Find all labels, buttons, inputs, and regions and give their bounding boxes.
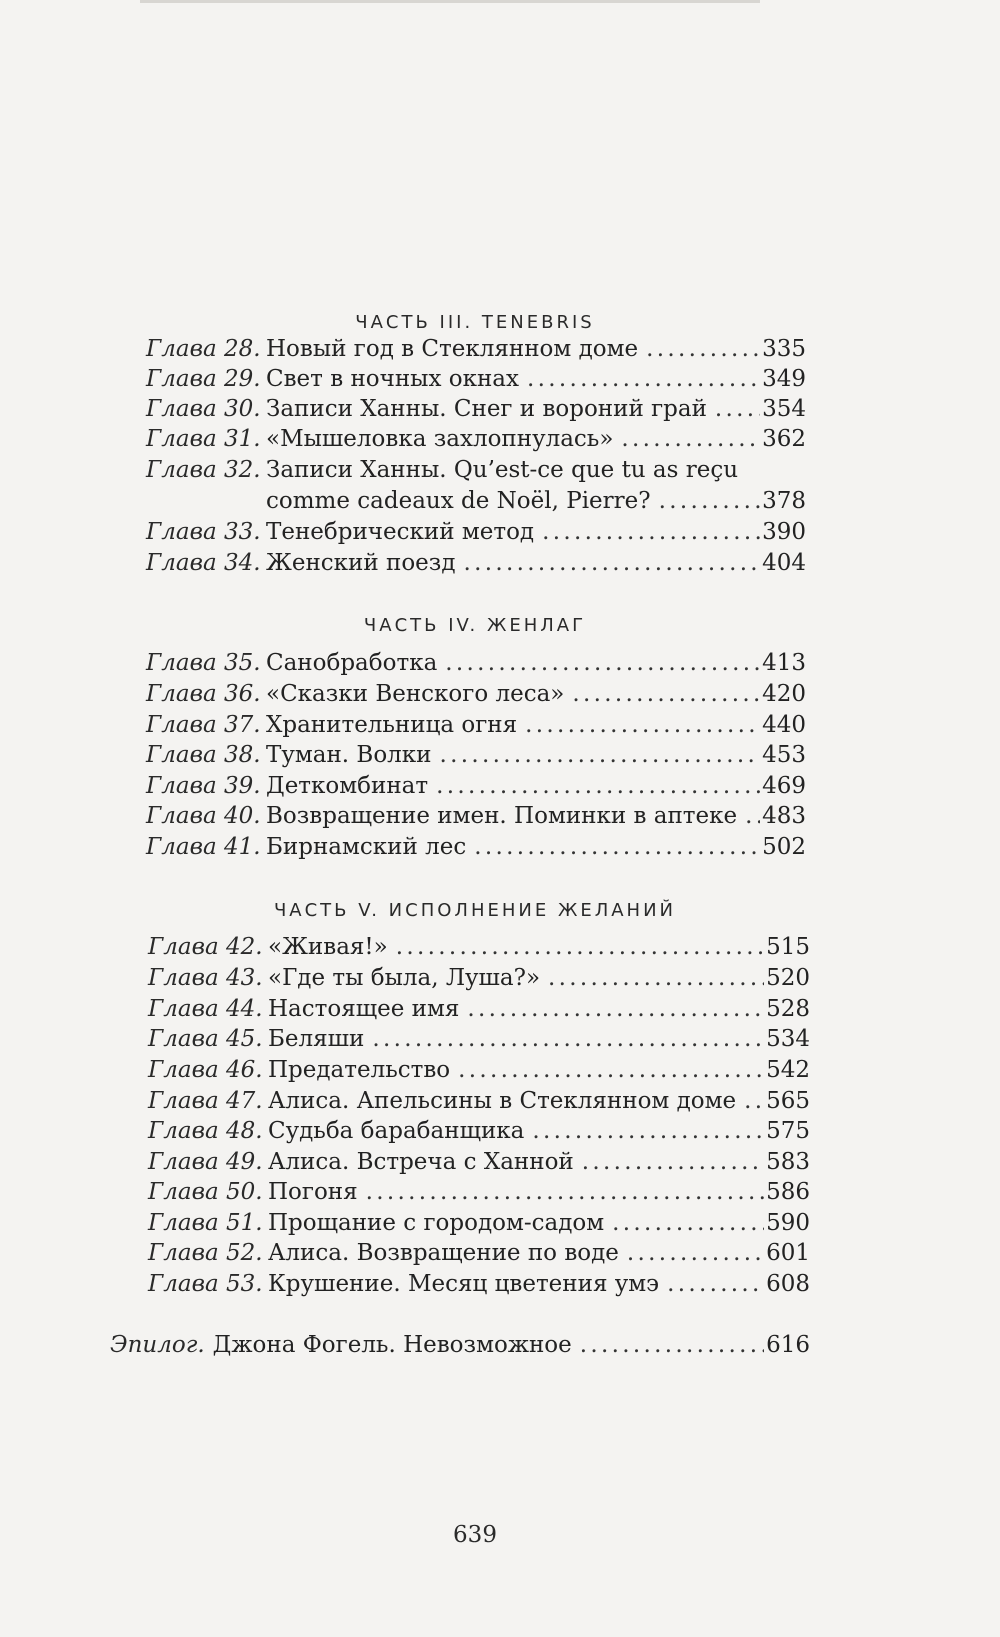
toc-entry <box>146 454 806 486</box>
chapter-label: Глава 35. <box>146 650 261 676</box>
chapter-title: «Где ты была, Луша?» <box>268 965 541 991</box>
toc-entry <box>146 831 806 863</box>
chapter-title: Судьба барабанщика <box>268 1118 525 1144</box>
toc-entry-epilogue <box>110 1329 810 1361</box>
chapter-title: Записи Ханны. Qu’est-ce que tu as reçu <box>266 457 739 483</box>
chapter-title: Тенебрический метод <box>266 519 535 545</box>
page-number: 601 <box>766 1240 810 1266</box>
chapter-title: Алиса. Встреча с Ханной <box>268 1149 574 1175</box>
page-number: 453 <box>762 742 806 768</box>
toc-entry <box>148 1268 810 1300</box>
chapter-label: Глава 43. <box>148 965 263 991</box>
chapter-label: Глава 37. <box>146 712 261 738</box>
toc-entry <box>146 647 806 679</box>
page-number: 390 <box>762 519 806 545</box>
page-edge-line <box>140 0 760 3</box>
page-number: 583 <box>766 1149 810 1175</box>
toc-entry <box>146 770 806 802</box>
toc-entry <box>148 1146 810 1178</box>
page-number: 413 <box>762 650 806 676</box>
toc-entry <box>148 1054 810 1086</box>
toc-entry <box>146 547 806 579</box>
chapter-label: Глава 38. <box>146 742 261 768</box>
chapter-label: Глава 47. <box>148 1088 263 1114</box>
chapter-label: Глава 36. <box>146 681 261 707</box>
chapter-title: Деткомбинат <box>266 773 429 799</box>
toc-entry <box>146 516 806 548</box>
toc-entry <box>146 800 806 832</box>
page-number: 528 <box>766 996 810 1022</box>
chapter-title: Возвращение имен. Поминки в аптеке <box>266 803 738 829</box>
toc-entry <box>148 1207 810 1239</box>
chapter-title: «Живая!» <box>268 934 388 960</box>
chapter-label: Глава 29. <box>146 366 261 392</box>
toc-entry <box>148 962 810 994</box>
page-number: 354 <box>762 396 806 422</box>
toc-entry <box>148 993 810 1025</box>
chapter-label: Глава 32. <box>146 457 261 483</box>
page-number: 520 <box>766 965 810 991</box>
chapter-label: Глава 31. <box>146 426 261 452</box>
toc-entry <box>148 931 810 963</box>
chapter-title: Женский поезд <box>266 550 456 576</box>
chapter-label: Глава 49. <box>148 1149 263 1175</box>
chapter-label: Глава 39. <box>146 773 261 799</box>
chapter-label: Глава 46. <box>148 1057 263 1083</box>
chapter-title: Алиса. Апельсины в Стеклянном доме <box>268 1088 737 1114</box>
chapter-label: Глава 52. <box>148 1240 263 1266</box>
page-number: 335 <box>762 336 806 362</box>
part-title: ЧАСТЬ IV. ЖЕНЛАГ <box>363 615 587 636</box>
chapter-label: Глава 51. <box>148 1210 263 1236</box>
epilogue-label: Эпилог. <box>110 1332 205 1358</box>
page-number: 542 <box>766 1057 810 1083</box>
toc-entry <box>148 1085 810 1117</box>
chapter-title: Хранительница огня <box>266 712 518 738</box>
chapter-label: Глава 42. <box>148 934 263 960</box>
chapter-title: Новый год в Стеклянном доме <box>266 336 639 362</box>
toc-entry <box>146 393 806 425</box>
toc-entry <box>148 1023 810 1055</box>
chapter-label: Глава 41. <box>146 834 261 860</box>
chapter-title: Свет в ночных окнах <box>266 366 519 392</box>
toc-entry <box>146 363 806 395</box>
chapter-title-continued: comme cadeaux de Noël, Pierre? <box>266 488 651 514</box>
toc-entry-continuation <box>146 485 806 517</box>
page-number: 469 <box>762 773 806 799</box>
page-number: 440 <box>762 712 806 738</box>
chapter-label: Глава 28. <box>146 336 261 362</box>
chapter-title: Алиса. Возвращение по воде <box>268 1240 619 1266</box>
page-number: 483 <box>762 803 806 829</box>
chapter-title: Крушение. Месяц цветения умэ <box>268 1271 660 1297</box>
page-number: 534 <box>766 1026 810 1052</box>
toc-entry <box>148 1115 810 1147</box>
page-number: 502 <box>762 834 806 860</box>
page-number: 349 <box>762 366 806 392</box>
toc-entry <box>146 678 806 710</box>
page-number: 575 <box>766 1118 810 1144</box>
chapter-title: Погоня <box>268 1179 358 1205</box>
page-folio: 639 <box>453 1522 497 1548</box>
chapter-label: Глава 30. <box>146 396 261 422</box>
part-title: ЧАСТЬ III. TENEBRIS <box>355 312 595 333</box>
toc-entry <box>146 709 806 741</box>
chapter-label: Глава 44. <box>148 996 263 1022</box>
chapter-label: Глава 48. <box>148 1118 263 1144</box>
page-number: 362 <box>762 426 806 452</box>
page-number: 590 <box>766 1210 810 1236</box>
toc-entry <box>148 1237 810 1269</box>
page-number: 404 <box>762 550 806 576</box>
chapter-label: Глава 33. <box>146 519 261 545</box>
chapter-title: Прощание с городом-садом <box>268 1210 605 1236</box>
page-number: 515 <box>766 934 810 960</box>
chapter-label: Глава 34. <box>146 550 261 576</box>
chapter-title: Предательство <box>268 1057 451 1083</box>
page-number: 420 <box>762 681 806 707</box>
toc-entry <box>146 333 806 365</box>
chapter-title: Санобработка <box>266 650 438 676</box>
chapter-title: «Мышеловка захлопнулась» <box>266 426 614 452</box>
page-number: 608 <box>766 1271 810 1297</box>
chapter-label: Глава 45. <box>148 1026 263 1052</box>
chapter-title: Настоящее имя <box>268 996 460 1022</box>
chapter-title: Записи Ханны. Снег и вороний грай <box>266 396 707 422</box>
epilogue-title: Джона Фогель. Невозможное <box>212 1332 572 1358</box>
toc-entry <box>148 1176 810 1208</box>
chapter-title: Беляши <box>268 1026 365 1052</box>
toc-entry <box>146 739 806 771</box>
page-number: 565 <box>766 1088 810 1114</box>
chapter-title: «Сказки Венского леса» <box>266 681 565 707</box>
chapter-title: Бирнамский лес <box>266 834 467 860</box>
chapter-label: Глава 53. <box>148 1271 263 1297</box>
chapter-label: Глава 40. <box>146 803 261 829</box>
toc-entry <box>146 423 806 455</box>
page-number: 378 <box>762 488 806 514</box>
page-number: 586 <box>766 1179 810 1205</box>
page-number: 616 <box>766 1332 810 1358</box>
part-title: ЧАСТЬ V. ИСПОЛНЕНИЕ ЖЕЛАНИЙ <box>273 900 677 921</box>
chapter-title: Туман. Волки <box>266 742 432 768</box>
chapter-label: Глава 50. <box>148 1179 263 1205</box>
